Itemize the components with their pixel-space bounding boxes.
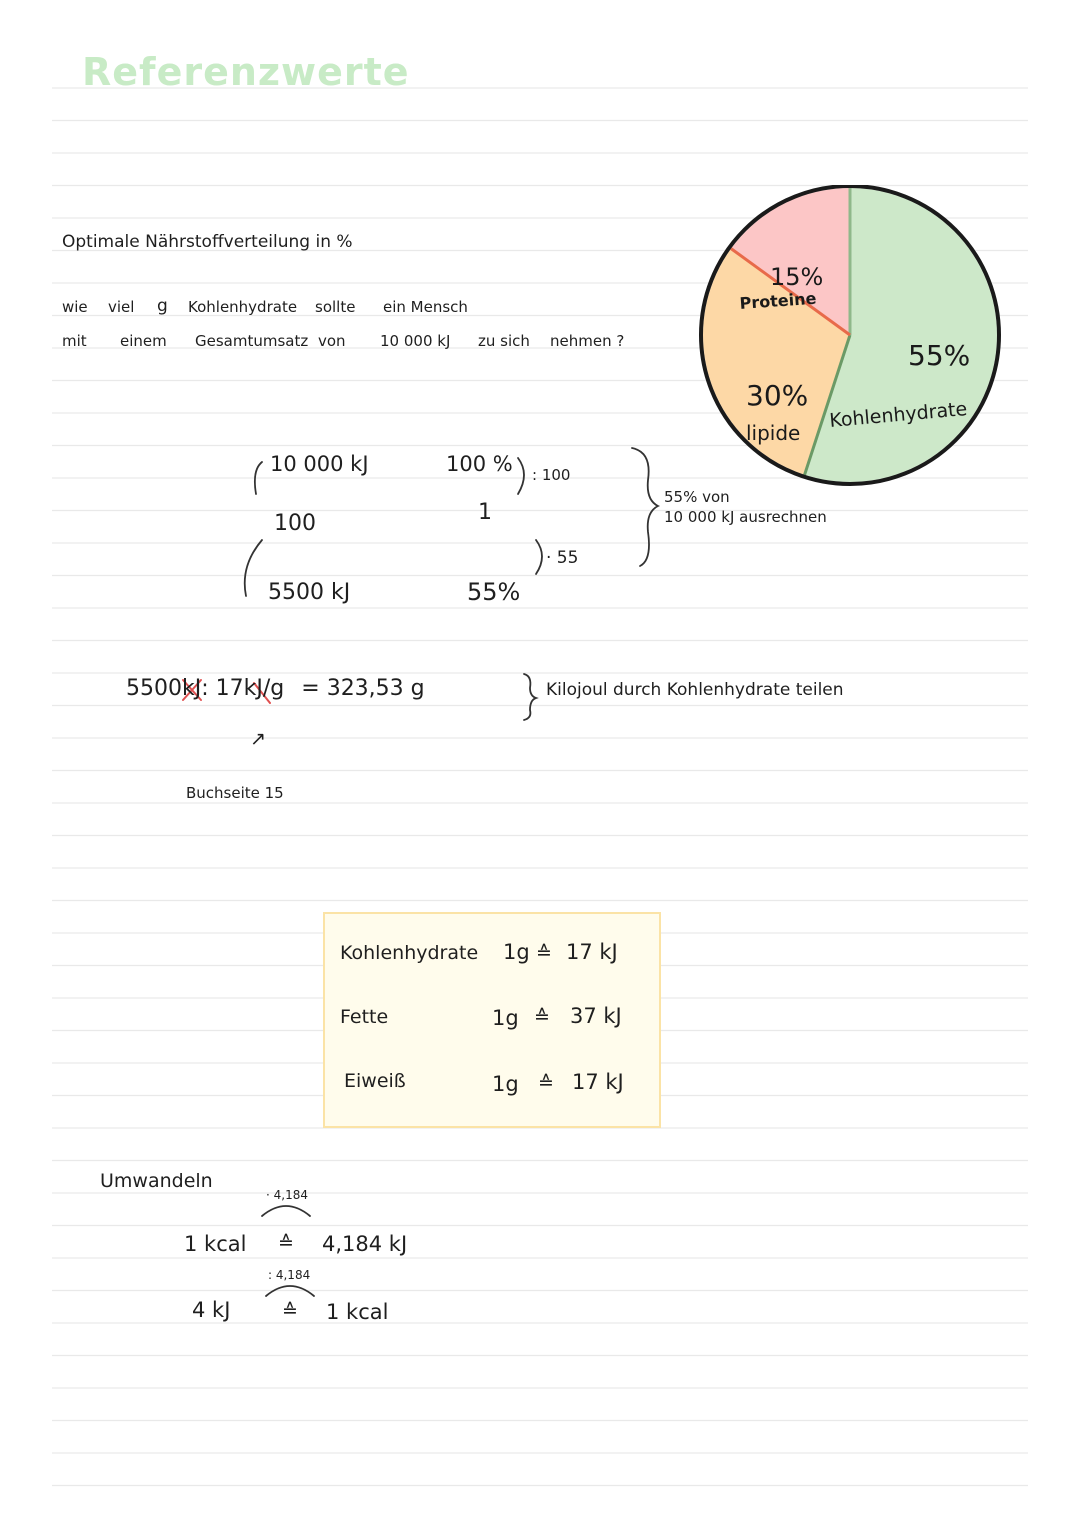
q-word: sollte bbox=[315, 298, 356, 316]
table-row-amount: 1g bbox=[492, 1006, 519, 1030]
calc-note1: 55% von bbox=[664, 488, 730, 506]
table-row-sign: ≙ bbox=[538, 1072, 554, 1094]
page-title: Referenzwerte bbox=[82, 50, 410, 94]
table-row-sign: ≙ bbox=[536, 942, 552, 964]
q-word: mit bbox=[62, 332, 87, 350]
table-row-name: Kohlenhydrate bbox=[340, 942, 479, 964]
q-word: Kohlenhydrate bbox=[188, 298, 298, 316]
curly-brace-division bbox=[524, 674, 536, 720]
division-unit2-struck: kJ bbox=[243, 676, 263, 701]
convert-row1-right: 4,184 kJ bbox=[322, 1232, 408, 1256]
arc-factor-1 bbox=[262, 1206, 310, 1216]
calc-op1: : 100 bbox=[532, 466, 571, 484]
table-row-sign: ≙ bbox=[534, 1006, 550, 1028]
table-row-amount: 1g bbox=[503, 940, 530, 964]
calc-r2-left: 100 bbox=[274, 511, 316, 536]
division-mid: : 17 bbox=[201, 676, 244, 701]
division-note: Kilojoul durch Kohlenhydrate teilen bbox=[546, 680, 844, 700]
q-word: viel bbox=[108, 298, 135, 316]
pie-label-30: 30% bbox=[746, 379, 809, 412]
calc-r1-left: 10 000 kJ bbox=[270, 452, 369, 476]
bracket-right-100 bbox=[518, 458, 524, 494]
bracket-right-55 bbox=[536, 540, 542, 574]
curly-brace bbox=[632, 448, 658, 566]
division-equation bbox=[126, 676, 425, 701]
q-word: g bbox=[157, 296, 168, 316]
q-word: Gesamtumsatz bbox=[195, 332, 309, 350]
table-row-energy: 17 kJ bbox=[566, 940, 618, 964]
convert-heading: Umwandeln bbox=[100, 1170, 213, 1192]
convert-factor-1: · 4,184 bbox=[266, 1188, 308, 1202]
table-row-energy: 37 kJ bbox=[570, 1004, 622, 1028]
convert-factor-2: : 4,184 bbox=[268, 1268, 311, 1282]
bracket-bottom-left bbox=[245, 540, 262, 596]
division-start: 5500 bbox=[126, 676, 182, 701]
pie-label-15: 15% bbox=[770, 263, 824, 291]
calc-r3-left: 5500 kJ bbox=[268, 580, 351, 605]
calc-r3-right: 55% bbox=[467, 578, 521, 606]
pie-label-lipide: lipide bbox=[746, 421, 801, 445]
division-unit-struck: kJ bbox=[182, 676, 202, 701]
bracket-top-left bbox=[255, 462, 262, 494]
division-result: = 323,53 g bbox=[301, 676, 425, 701]
table-row-name: Eiweiß bbox=[344, 1070, 406, 1092]
calc-note2: 10 000 kJ ausrechnen bbox=[664, 508, 827, 526]
division-tail: /g bbox=[262, 676, 285, 701]
q-word: nehmen ? bbox=[550, 332, 625, 350]
convert-row1-sign: ≙ bbox=[278, 1232, 294, 1254]
convert-row1-left: 1 kcal bbox=[184, 1232, 247, 1256]
calc-op2: · 55 bbox=[546, 548, 579, 568]
q-word: zu sich bbox=[478, 332, 530, 350]
q-word: 10 000 kJ bbox=[380, 332, 451, 350]
convert-row2-left: 4 kJ bbox=[192, 1298, 231, 1322]
q-word: ein Mensch bbox=[383, 298, 468, 316]
book-reference: Buchseite 15 bbox=[186, 784, 284, 802]
pie-label-55: 55% bbox=[908, 339, 971, 372]
table-row-amount: 1g bbox=[492, 1072, 519, 1096]
calc-r2-right: 1 bbox=[478, 500, 492, 525]
convert-row2-sign: ≙ bbox=[282, 1300, 298, 1322]
convert-row2-right: 1 kcal bbox=[326, 1300, 389, 1324]
calc-r1-right: 100 % bbox=[446, 452, 513, 476]
pie-label-kohlenhydrate: Kohlenhydrate bbox=[828, 398, 969, 432]
q-word: von bbox=[318, 332, 346, 350]
arc-factor-2 bbox=[266, 1286, 314, 1296]
q-word: einem bbox=[120, 332, 167, 350]
q-word: wie bbox=[62, 298, 88, 316]
table-row-energy: 17 kJ bbox=[572, 1070, 624, 1094]
pie-label-proteine: Proteine bbox=[738, 288, 817, 313]
section-heading: Optimale Nährstoffverteilung in % bbox=[62, 232, 353, 252]
table-row-name: Fette bbox=[340, 1006, 389, 1028]
arrow-icon: ↗ bbox=[250, 728, 266, 750]
